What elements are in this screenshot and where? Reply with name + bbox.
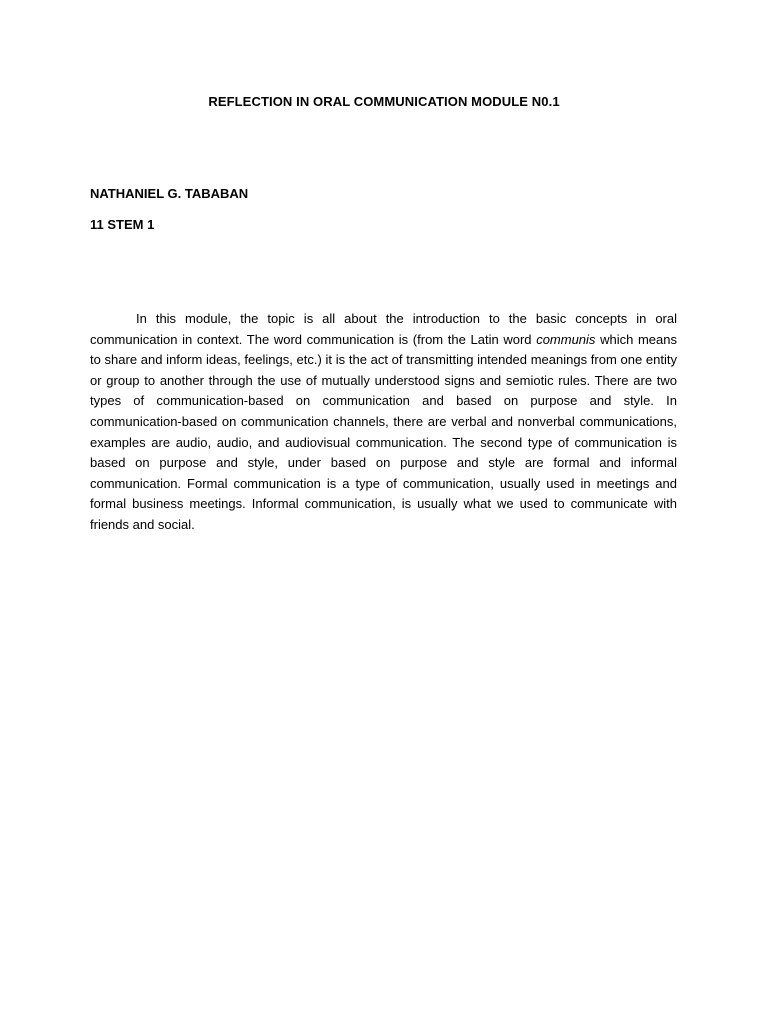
paragraph-text-end: which means to share and inform ideas, feelings, etc.) it is the act of transmitting intended meanings from one entity or group to another through the use of mutually understood signs and semiotic rules. There are two types of communication-based on communication and based on purpose and style. In communication-based on communication channels, there are verbal and nonverbal communications, examples are audio, audio, and audiovisual communication. The second type of communication is based on purpose and style, under based on purpose and style are formal and informal communication. Formal communication is a type of communication, usually used in meetings and formal business meetings. Informal communication, is usually what we used to communicate with friends and social.	[90, 331, 677, 532]
class-section: 11 STEM 1	[90, 217, 155, 232]
paragraph-text-start: In this module, the topic is all about the introduction to the basic concepts in oral communication in context. The word communication is (from the Latin word	[90, 311, 677, 347]
author-name: NATHANIEL G. TABABAN	[90, 186, 249, 201]
latin-word: communis	[536, 331, 596, 347]
document-title: REFLECTION IN ORAL COMMUNICATION MODULE N0.1	[208, 94, 560, 109]
reflection-paragraph	[90, 309, 677, 536]
